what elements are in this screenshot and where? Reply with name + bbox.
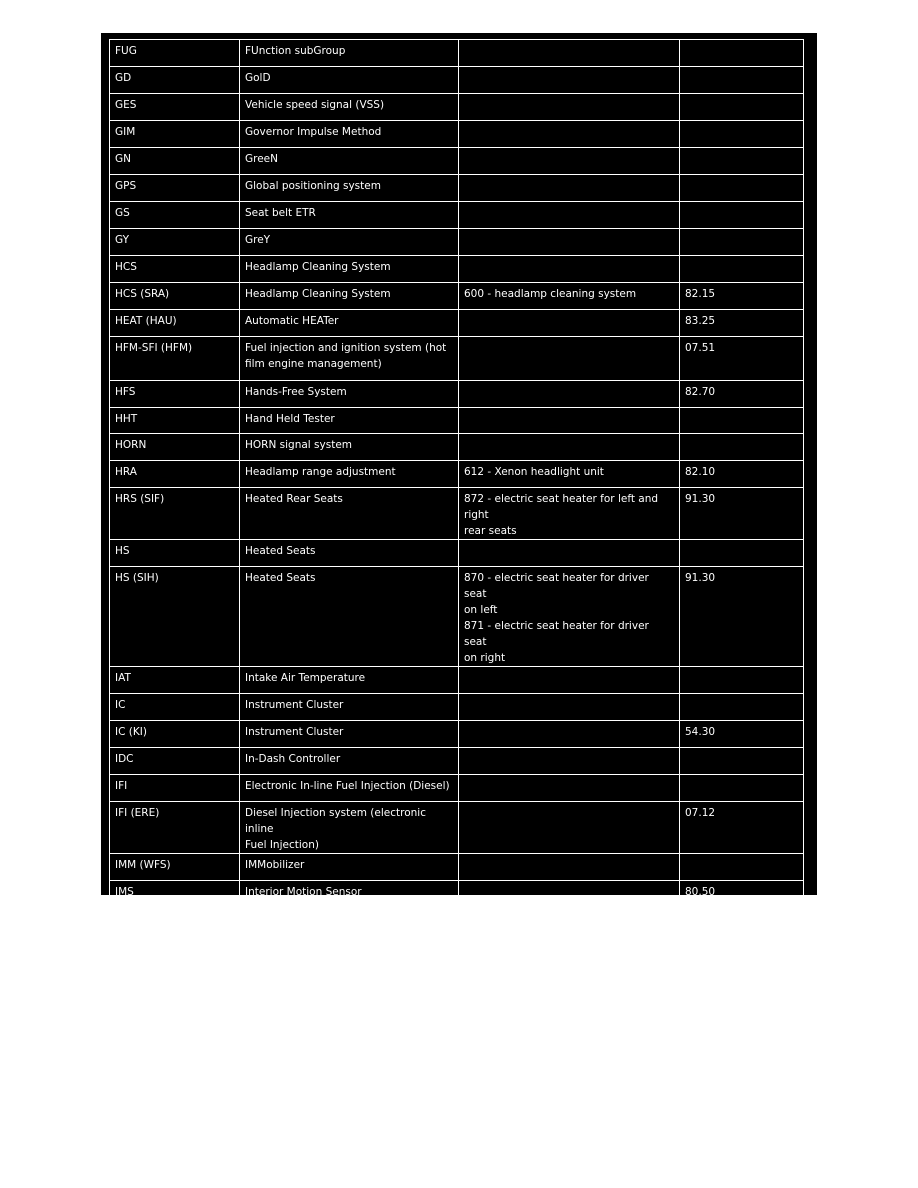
component-cell — [459, 148, 680, 175]
component-cell — [459, 881, 680, 908]
group-number-cell: 54.30 — [680, 721, 804, 748]
group-number-cell — [680, 854, 804, 881]
description-cell: GreY — [240, 229, 459, 256]
group-number-cell — [680, 434, 804, 461]
table-row — [110, 121, 804, 148]
component-cell: 872 - electric seat heater for left and right rear seats — [459, 488, 680, 540]
table-row — [110, 381, 804, 408]
description-cell: HORN signal system — [240, 434, 459, 461]
component-cell — [459, 667, 680, 694]
description-cell: Heated Seats — [240, 567, 459, 667]
component-cell — [459, 310, 680, 337]
table-row — [110, 283, 804, 310]
abbreviation-cell: IND — [110, 908, 240, 935]
abbreviation-cell: IFI (ERE) — [110, 802, 240, 854]
group-number-cell — [680, 229, 804, 256]
description-cell: Electronic In-line Fuel Injection (Diesel) — [240, 775, 459, 802]
group-number-cell — [680, 175, 804, 202]
abbreviation-cell: HORN — [110, 434, 240, 461]
description-cell: Headlamp range adjustment — [240, 461, 459, 488]
component-cell — [459, 775, 680, 802]
table-row — [110, 337, 804, 381]
group-number-cell — [680, 67, 804, 94]
group-number-cell — [680, 908, 804, 935]
abbreviation-cell: IC (KI) — [110, 721, 240, 748]
component-cell: 612 - Xenon headlight unit — [459, 461, 680, 488]
abbreviation-table-body — [110, 40, 804, 935]
abbreviation-cell: IC — [110, 694, 240, 721]
component-cell: 600 - headlamp cleaning system — [459, 283, 680, 310]
component-cell — [459, 408, 680, 434]
component-cell — [459, 175, 680, 202]
abbreviation-cell: IFI — [110, 775, 240, 802]
description-cell: Governor Impulse Method — [240, 121, 459, 148]
table-row — [110, 775, 804, 802]
abbreviation-cell: GS — [110, 202, 240, 229]
abbreviation-cell: GD — [110, 67, 240, 94]
abbreviation-cell: HS — [110, 540, 240, 567]
table-row — [110, 148, 804, 175]
abbreviation-table — [109, 39, 804, 935]
abbreviation-cell: GIM — [110, 121, 240, 148]
abbreviation-cell: IMS — [110, 881, 240, 908]
table-row — [110, 94, 804, 121]
description-cell: Heated Rear Seats — [240, 488, 459, 540]
table-row — [110, 434, 804, 461]
table-row — [110, 40, 804, 67]
abbreviation-cell: HS (SIH) — [110, 567, 240, 667]
group-number-cell — [680, 148, 804, 175]
component-cell — [459, 721, 680, 748]
component-cell — [459, 802, 680, 854]
abbreviation-cell: HFM-SFI (HFM) — [110, 337, 240, 381]
component-cell — [459, 540, 680, 567]
group-number-cell: 82.70 — [680, 381, 804, 408]
group-number-cell: 91.30 — [680, 488, 804, 540]
group-number-cell: 82.10 — [680, 461, 804, 488]
description-cell: Interior Motion Sensor — [240, 881, 459, 908]
description-cell: Global positioning system — [240, 175, 459, 202]
description-cell: Intake Air Temperature — [240, 667, 459, 694]
component-cell — [459, 121, 680, 148]
abbreviation-cell: GN — [110, 148, 240, 175]
table-row — [110, 881, 804, 908]
group-number-cell: 80.50 — [680, 881, 804, 908]
description-cell: IMMobilizer — [240, 854, 459, 881]
component-cell — [459, 908, 680, 935]
abbreviation-cell: GPS — [110, 175, 240, 202]
group-number-cell — [680, 202, 804, 229]
component-cell — [459, 94, 680, 121]
table-row — [110, 854, 804, 881]
component-cell — [459, 748, 680, 775]
table-row — [110, 408, 804, 434]
abbreviation-cell: FUG — [110, 40, 240, 67]
abbreviation-cell: HRS (SIF) — [110, 488, 240, 540]
group-number-cell — [680, 694, 804, 721]
description-cell: Heated Seats — [240, 540, 459, 567]
table-row — [110, 256, 804, 283]
table-row — [110, 67, 804, 94]
component-cell — [459, 40, 680, 67]
group-number-cell: 83.25 — [680, 310, 804, 337]
table-row — [110, 802, 804, 854]
description-cell: Seat belt ETR — [240, 202, 459, 229]
group-number-cell — [680, 540, 804, 567]
table-row — [110, 908, 804, 935]
component-cell — [459, 434, 680, 461]
table-row — [110, 229, 804, 256]
component-cell — [459, 229, 680, 256]
description-cell: Automatic HEATer — [240, 310, 459, 337]
component-cell — [459, 381, 680, 408]
table-row — [110, 694, 804, 721]
table-row — [110, 175, 804, 202]
table-row — [110, 748, 804, 775]
description-cell: Hands-Free System — [240, 381, 459, 408]
component-cell — [459, 694, 680, 721]
component-cell — [459, 337, 680, 381]
table-row — [110, 202, 804, 229]
description-cell: FUnction subGroup — [240, 40, 459, 67]
group-number-cell — [680, 775, 804, 802]
description-cell: Instrument Cluster — [240, 721, 459, 748]
description-cell: Vehicle speed signal (VSS) — [240, 94, 459, 121]
table-row — [110, 310, 804, 337]
group-number-cell — [680, 256, 804, 283]
abbreviation-cell: IMM (WFS) — [110, 854, 240, 881]
description-cell: Headlamp Cleaning System — [240, 283, 459, 310]
table-row — [110, 667, 804, 694]
description-cell: In-Dash Controller — [240, 748, 459, 775]
group-number-cell: 91.30 — [680, 567, 804, 667]
group-number-cell — [680, 40, 804, 67]
group-number-cell — [680, 94, 804, 121]
abbreviation-cell: IAT — [110, 667, 240, 694]
component-cell — [459, 256, 680, 283]
abbreviation-cell: HHT — [110, 408, 240, 434]
group-number-cell — [680, 667, 804, 694]
description-cell: INDicator — [240, 908, 459, 935]
component-cell — [459, 854, 680, 881]
component-cell: 870 - electric seat heater for driver seat on left 871 - electric seat heater for driver seat on right — [459, 567, 680, 667]
abbreviation-cell: HEAT (HAU) — [110, 310, 240, 337]
component-cell — [459, 202, 680, 229]
abbreviation-cell: IDC — [110, 748, 240, 775]
table-row — [110, 488, 804, 540]
abbreviation-cell: GES — [110, 94, 240, 121]
abbreviation-cell: HCS — [110, 256, 240, 283]
group-number-cell: 07.12 — [680, 802, 804, 854]
description-cell: Hand Held Tester — [240, 408, 459, 434]
group-number-cell: 07.51 — [680, 337, 804, 381]
group-number-cell — [680, 748, 804, 775]
description-cell: Diesel Injection system (electronic inline Fuel Injection) — [240, 802, 459, 854]
description-cell: Fuel injection and ignition system (hot film engine management) — [240, 337, 459, 381]
description-cell: GreeN — [240, 148, 459, 175]
abbreviation-cell: HFS — [110, 381, 240, 408]
group-number-cell: 82.15 — [680, 283, 804, 310]
group-number-cell — [680, 121, 804, 148]
description-cell: Headlamp Cleaning System — [240, 256, 459, 283]
description-cell: Instrument Cluster — [240, 694, 459, 721]
table-row — [110, 721, 804, 748]
table-row — [110, 540, 804, 567]
scanned-page — [101, 33, 817, 925]
abbreviation-cell: HRA — [110, 461, 240, 488]
table-row — [110, 461, 804, 488]
table-row — [110, 567, 804, 667]
abbreviation-cell: HCS (SRA) — [110, 283, 240, 310]
group-number-cell — [680, 408, 804, 434]
abbreviation-cell: GY — [110, 229, 240, 256]
component-cell — [459, 67, 680, 94]
description-cell: GolD — [240, 67, 459, 94]
